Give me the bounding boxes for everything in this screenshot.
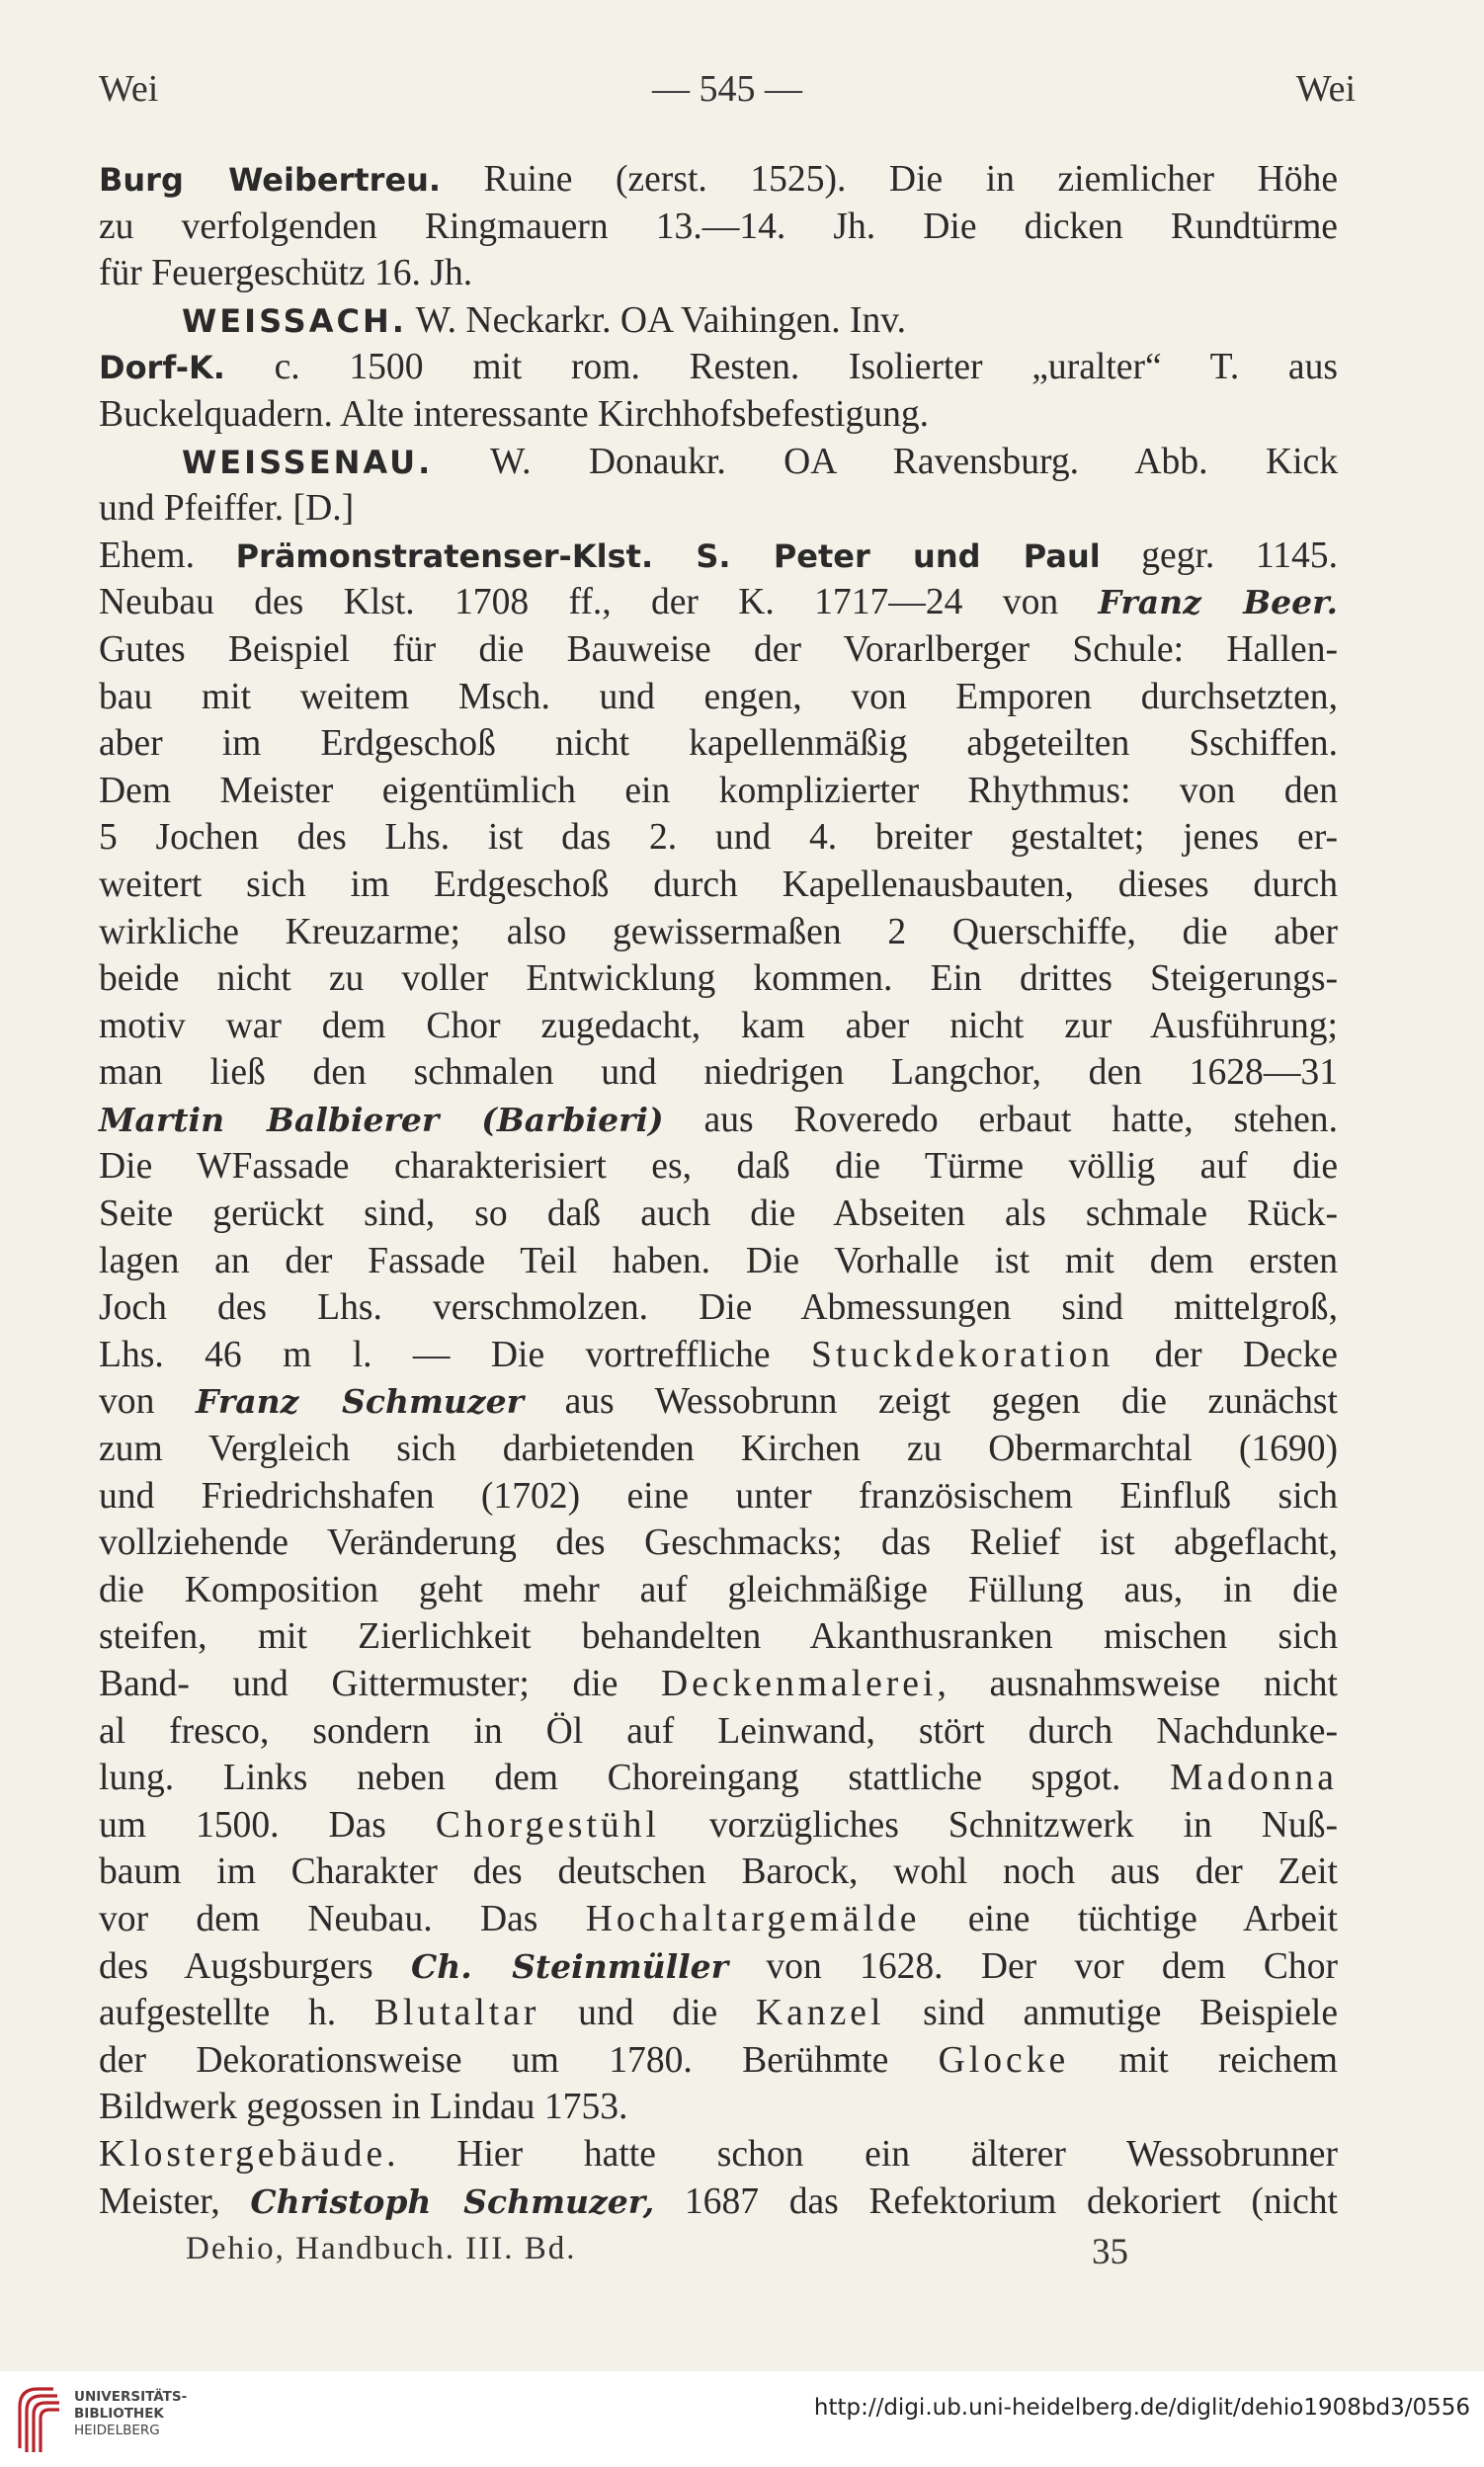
library-logo-icon bbox=[14, 2379, 63, 2458]
text-run: zu verfolgenden Ringmauern 13.—14. Jh. Die dicken Rundtürme bbox=[99, 206, 1338, 247]
text-run: c. 1500 mit rom. Resten. Isolierter „uralter“ T. aus bbox=[224, 347, 1338, 388]
text-run: und die bbox=[539, 1993, 756, 2034]
text-line bbox=[99, 1049, 1338, 1097]
text-line bbox=[99, 2179, 1338, 2226]
text-run: Lhs. 46 m l. — Die vortreffliche bbox=[99, 1334, 811, 1375]
text-run: eine tüchtige Arbeit bbox=[920, 1898, 1338, 1939]
text-run: man ließ den schmalen und niedrigen Langchor, den 1628—31 bbox=[99, 1052, 1338, 1094]
emphasized-text: Ch. Steinmüller bbox=[410, 1946, 729, 1986]
emphasized-text: Deckenmalerei bbox=[661, 1664, 938, 1704]
text-run: steifen, mit Zierlichkeit behandelten Akanthusranken mischen sich bbox=[99, 1616, 1338, 1658]
text-run: wirkliche Kreuzarme; also gewissermaßen 2 Querschiffe, die aber bbox=[99, 911, 1338, 952]
text-line bbox=[99, 1191, 1338, 1238]
text-run: beide nicht zu voller Entwicklung kommen. Ein drittes Steigerungs- bbox=[99, 958, 1338, 1000]
text-line bbox=[99, 485, 1338, 533]
text-run: Joch des Lhs. verschmolzen. Die Abmessungen sind mittelgroß, bbox=[99, 1287, 1338, 1329]
text-run: lung. Links neben dem Choreingang stattliche spgot. bbox=[99, 1758, 1171, 1799]
emphasized-text: Franz Schmuzer bbox=[195, 1382, 524, 1422]
text-run: Seite gerückt sind, so daß auch die Abseiten als schmale Rück- bbox=[99, 1193, 1338, 1235]
text-run: zum Vergleich sich darbietenden Kirchen zu Obermarchtal (1690) bbox=[99, 1429, 1338, 1470]
text-run: Ruine (zerst. 1525). Die in ziemlicher Höhe bbox=[441, 159, 1339, 200]
text-run: motiv war dem Chor zugedacht, kam aber nicht zur Ausführung; bbox=[99, 1005, 1338, 1046]
text-run: Buckelquadern. Alte interessante Kirchhofsbefestigung. bbox=[99, 393, 930, 435]
emphasized-text: Kanzel bbox=[755, 1993, 885, 2034]
text-run: gegr. 1145. bbox=[1100, 535, 1338, 576]
text-run: Die WFassade charakterisiert es, daß die Türme völlig auf die bbox=[99, 1146, 1338, 1188]
text-line bbox=[99, 250, 1338, 297]
emphasized-text: Franz Beer. bbox=[1098, 583, 1338, 622]
text-line bbox=[99, 579, 1338, 626]
text-run: der Dekorationsweise um 1780. Berühmte bbox=[99, 2039, 939, 2081]
page-footer bbox=[186, 2231, 1128, 2280]
text-line bbox=[99, 1849, 1338, 1896]
text-run: aufgestellte h. bbox=[99, 1993, 374, 2034]
text-line bbox=[99, 814, 1338, 862]
text-line bbox=[99, 1802, 1338, 1850]
text-run: W. Neckarkr. OA Vaihingen. Inv. bbox=[406, 299, 907, 341]
library-name bbox=[74, 2389, 187, 2439]
text-line bbox=[99, 862, 1338, 909]
text-run: Band- und Gittermuster; die bbox=[99, 1664, 662, 1704]
text-run: Gutes Beispiel für die Bauweise der Vorarlberger Schule: Hallen- bbox=[99, 628, 1338, 670]
text-run: von bbox=[99, 1381, 196, 1423]
emphasized-text: Glocke bbox=[938, 2039, 1070, 2081]
text-run: die Komposition geht mehr auf gleichmäßige Füllung aus, in die bbox=[99, 1569, 1338, 1610]
text-run: aus Roveredo erbaut hatte, stehen. bbox=[663, 1099, 1338, 1140]
text-line bbox=[99, 1990, 1338, 2037]
text-line bbox=[99, 1143, 1338, 1191]
text-line bbox=[99, 909, 1338, 956]
text-run: . Hier hatte schon ein älterer Wessobrunner bbox=[386, 2133, 1338, 2175]
text-line bbox=[99, 1426, 1338, 1473]
library-name-line-3: HEIDELBERG bbox=[74, 2423, 160, 2438]
text-run: lagen an der Fassade Teil haben. Die Vorhalle ist mit dem ersten bbox=[99, 1240, 1338, 1281]
text-line bbox=[99, 1003, 1338, 1050]
text-run: Dem Meister eigentümlich ein komplizierter Rhythmus: von den bbox=[99, 770, 1338, 811]
emphasized-text: WEISSENAU. bbox=[182, 443, 434, 481]
emphasized-text: Burg Weibertreu. bbox=[99, 161, 442, 199]
library-name-line-1: UNIVERSITÄTS- bbox=[74, 2389, 188, 2405]
text-line bbox=[99, 391, 1338, 439]
text-run: und Friedrichshafen (1702) eine unter französischem Einfluß sich bbox=[99, 1475, 1338, 1517]
emphasized-text: Stuckdekoration bbox=[810, 1334, 1114, 1375]
text-line bbox=[99, 1473, 1338, 1521]
library-name-line-2: BIBLIOTHEK bbox=[74, 2406, 164, 2422]
text-line bbox=[99, 204, 1338, 251]
text-line bbox=[99, 2037, 1338, 2085]
text-line bbox=[99, 156, 1338, 204]
text-line bbox=[99, 1661, 1338, 1708]
text-run: W. Donaukr. OA Ravensburg. Abb. Kick bbox=[433, 441, 1338, 482]
emphasized-text: Chorgestühl bbox=[435, 1804, 660, 1846]
text-run: vorzügliches Schnitzwerk in Nuß- bbox=[659, 1804, 1339, 1846]
page-header bbox=[99, 67, 1356, 126]
text-run: Bildwerk gegossen in Lindau 1753. bbox=[99, 2087, 628, 2128]
text-run: der Decke bbox=[1113, 1334, 1338, 1375]
text-line bbox=[99, 533, 1338, 580]
text-run: Neubau des Klst. 1708 ff., der K. 1717—24 von bbox=[99, 582, 1099, 623]
text-line bbox=[99, 955, 1338, 1003]
text-line bbox=[99, 1896, 1338, 1943]
text-run: und Pfeiffer. [D.] bbox=[99, 488, 355, 530]
emphasized-text: Christoph Schmuzer, bbox=[250, 2181, 655, 2221]
text-line bbox=[99, 2084, 1338, 2131]
text-run: bau mit weitem Msch. und engen, von Emporen durchsetzten, bbox=[99, 676, 1338, 717]
text-line bbox=[99, 1284, 1338, 1332]
text-line bbox=[99, 1378, 1338, 1426]
viewer-bottom-bar bbox=[0, 2371, 1484, 2467]
text-run: für Feuergeschütz 16. Jh. bbox=[99, 253, 473, 294]
text-line bbox=[99, 1708, 1338, 1756]
text-run: vollziehende Veränderung des Geschmacks; das Relief ist abgeflacht, bbox=[99, 1522, 1338, 1564]
text-run: 5 Jochen des Lhs. ist das 2. und 4. breiter gestaltet; jenes er- bbox=[99, 817, 1338, 859]
text-line bbox=[99, 674, 1338, 721]
text-line bbox=[99, 2131, 1338, 2179]
text-run: , ausnahmsweise nicht bbox=[937, 1664, 1338, 1704]
emphasized-text: Dorf-K. bbox=[99, 349, 225, 387]
text-line bbox=[99, 1943, 1338, 1991]
text-line bbox=[99, 1755, 1338, 1802]
header-left: Wei bbox=[99, 68, 159, 110]
text-run: aus Wessobrunn zeigt gegen die zunächst bbox=[523, 1381, 1338, 1423]
footer-reference: Dehio, Handbuch. III. Bd. bbox=[186, 2231, 577, 2266]
text-line bbox=[99, 1613, 1338, 1661]
emphasized-text: Madonna bbox=[1170, 1758, 1338, 1799]
text-run: weitert sich im Erdgeschoß durch Kapellenausbauten, dieses durch bbox=[99, 863, 1338, 905]
text-run: von 1628. Der vor dem Chor bbox=[728, 1945, 1339, 1987]
text-run: mit reichem bbox=[1069, 2039, 1338, 2081]
emphasized-text: WEISSACH. bbox=[182, 301, 407, 340]
text-line bbox=[99, 1520, 1338, 1567]
text-line bbox=[99, 344, 1338, 391]
text-line bbox=[99, 297, 1338, 345]
body-text bbox=[99, 156, 1338, 2225]
signature-number: 35 bbox=[1092, 2232, 1128, 2272]
text-run: aber im Erdgeschoß nicht kapellenmäßig abgeteilten Sschiffen. bbox=[99, 723, 1338, 765]
text-run: um 1500. Das bbox=[99, 1804, 436, 1846]
emphasized-text: Klostergebäude bbox=[99, 2133, 387, 2175]
text-line bbox=[99, 439, 1338, 486]
permalink-url[interactable]: http://digi.ub.uni-heidelberg.de/diglit/dehio1908bd3/0556 bbox=[813, 2395, 1470, 2421]
text-line bbox=[99, 1238, 1338, 1285]
text-line bbox=[99, 1332, 1338, 1379]
text-run: des Augsburgers bbox=[99, 1945, 411, 1987]
emphasized-text: Prämonstratenser-Klst. S. Peter und Paul bbox=[235, 536, 1101, 575]
text-run: Ehem. bbox=[99, 535, 236, 576]
emphasized-text: Hochaltargemälde bbox=[585, 1898, 921, 1939]
text-run: vor dem Neubau. Das bbox=[99, 1898, 586, 1939]
page-number: — 545 — bbox=[652, 68, 802, 110]
text-line bbox=[99, 1567, 1338, 1614]
header-right: Wei bbox=[1295, 68, 1356, 110]
text-run: baum im Charakter des deutschen Barock, wohl noch aus der Zeit bbox=[99, 1851, 1338, 1893]
emphasized-text: Martin Balbierer (Barbieri) bbox=[99, 1100, 664, 1139]
emphasized-text: Blutaltar bbox=[373, 1993, 540, 2034]
text-line bbox=[99, 768, 1338, 815]
text-line bbox=[99, 720, 1338, 768]
text-run: 1687 das Refektorium dekoriert (nicht bbox=[654, 2180, 1338, 2222]
text-run: Meister, bbox=[99, 2180, 251, 2222]
text-run: al fresco, sondern in Öl auf Leinwand, stört durch Nachdunke- bbox=[99, 1710, 1338, 1752]
text-line bbox=[99, 626, 1338, 674]
text-run: sind anmutige Beispiele bbox=[884, 1993, 1338, 2034]
text-line bbox=[99, 1097, 1338, 1144]
